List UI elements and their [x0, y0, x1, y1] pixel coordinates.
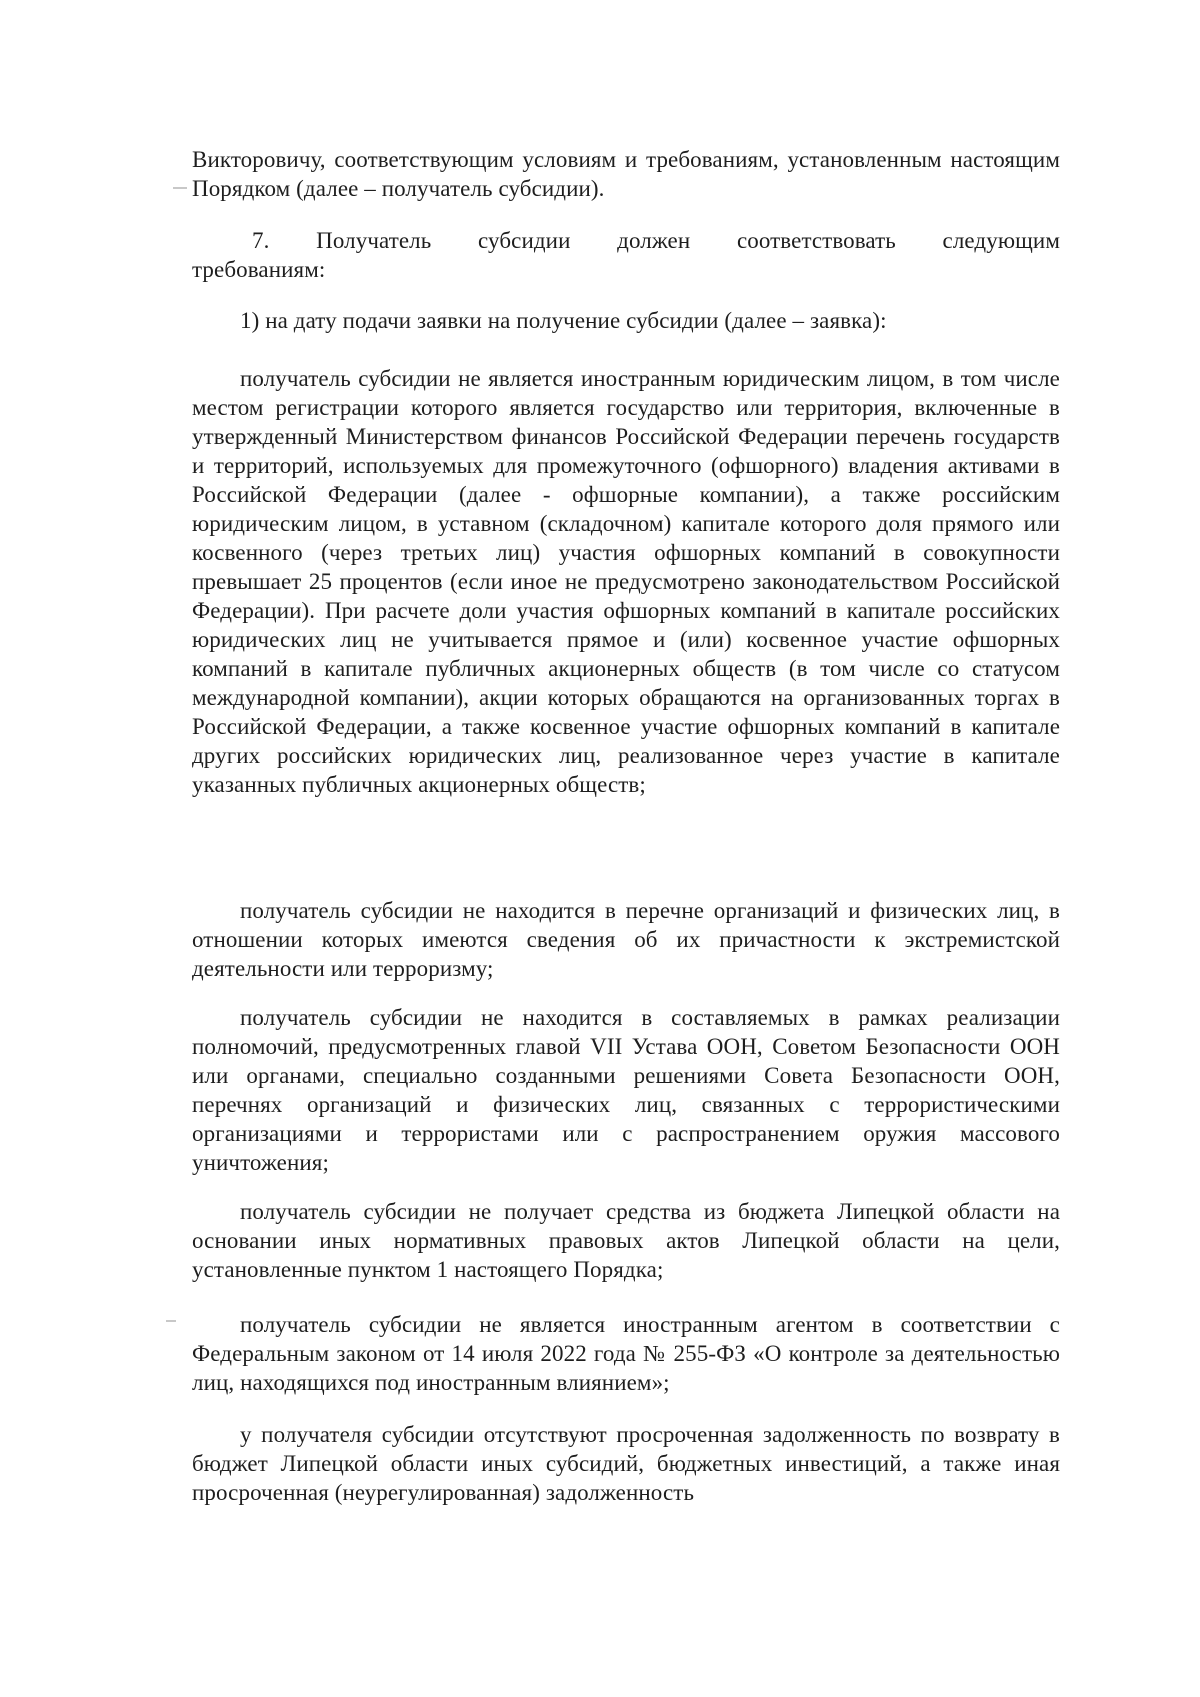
paragraph-item-7: [192, 226, 1060, 284]
paragraph-debt-requirement: [192, 1420, 1060, 1507]
paragraph-budget-requirement: [192, 1197, 1060, 1284]
paragraph-text: получатель субсидии не находится в перечне организаций и физических лиц, в отношении которых имеются сведения об их причастности к экстремистской деятельности или терроризму;: [192, 898, 1060, 981]
scan-artifact-mark: [166, 1320, 176, 1322]
paragraph-un-lists-requirement: [192, 1003, 1060, 1177]
paragraph-text: у получателя субсидии отсутствуют просроченная задолженность по возврату в бюджет Липецкой области иных субсидий, бюджетных инвестиций, а также иная просроченная (неурегулированная) задолженность: [192, 1422, 1060, 1505]
paragraph-text: 1) на дату подачи заявки на получение субсидии (далее – заявка):: [240, 308, 887, 333]
scan-artifact-mark: [173, 187, 187, 189]
paragraph-text: получатель субсидии не является иностранным юридическим лицом, в том числе местом регистрации которого является государство или территория, включенные в утвержденный Министерством финансов Российской Федерации перечень государств и территорий, используемых для промежуточного (офшорного) владения активами в Российской Федерации (далее - офшорные компании), а также российским юридическим лицом, в уставном (складочном) капитале которого доля прямого или косвенного (через третьих лиц) участия офшорных компаний в совокупности превышает 25 процентов (если иное не предусмотрено законодательством Российской Федерации). При расчете доли участия офшорных компаний в капитале российских юридических лиц не учитывается прямое и (или) косвенное участие офшорных компаний в капитале публичных акционерных обществ (в том числе со статусом международной компании), акции которых обращаются на организованных торгах в Российской Федерации, а также косвенное участие офшорных компаний в капитале других российских юридических лиц, реализованное через участие в капитале указанных публичных акционерных обществ;: [192, 366, 1060, 797]
paragraph-text: получатель субсидии не является иностранным агентом в соответствии с Федеральным законом от 14 июля 2022 года № 255-ФЗ «О контроле за деятельностью лиц, находящихся под иностранным влиянием»;: [192, 1312, 1060, 1395]
paragraph-offshore-requirement: [192, 364, 1060, 799]
paragraph-subitem-1: [192, 306, 1060, 335]
paragraph-text: получатель субсидии не находится в составляемых в рамках реализации полномочий, предусмотренных главой VII Устава ООН, Советом Безопасности ООН или органами, специально созданными решениями Совета Безопасности ООН, перечнях организаций и физических лиц, связанных с террористическими организациями и террористами или с распространением оружия массового уничтожения;: [192, 1005, 1060, 1175]
paragraph-foreign-agent-requirement: [192, 1310, 1060, 1397]
paragraph-text: Викторовичу, соответствующим условиям и требованиям, установленным настоящим Порядком (далее – получатель субсидии).: [192, 147, 1060, 201]
paragraph-text: получатель субсидии не получает средства из бюджета Липецкой области на основании иных нормативных правовых актов Липецкой области на цели, установленные пунктом 1 настоящего Порядка;: [192, 1199, 1060, 1282]
paragraph-extremism-requirement: [192, 896, 1060, 983]
paragraph-continuation: [192, 145, 1060, 203]
paragraph-text: 7. Получатель субсидии должен соответствовать следующим требованиям:: [192, 228, 1060, 282]
